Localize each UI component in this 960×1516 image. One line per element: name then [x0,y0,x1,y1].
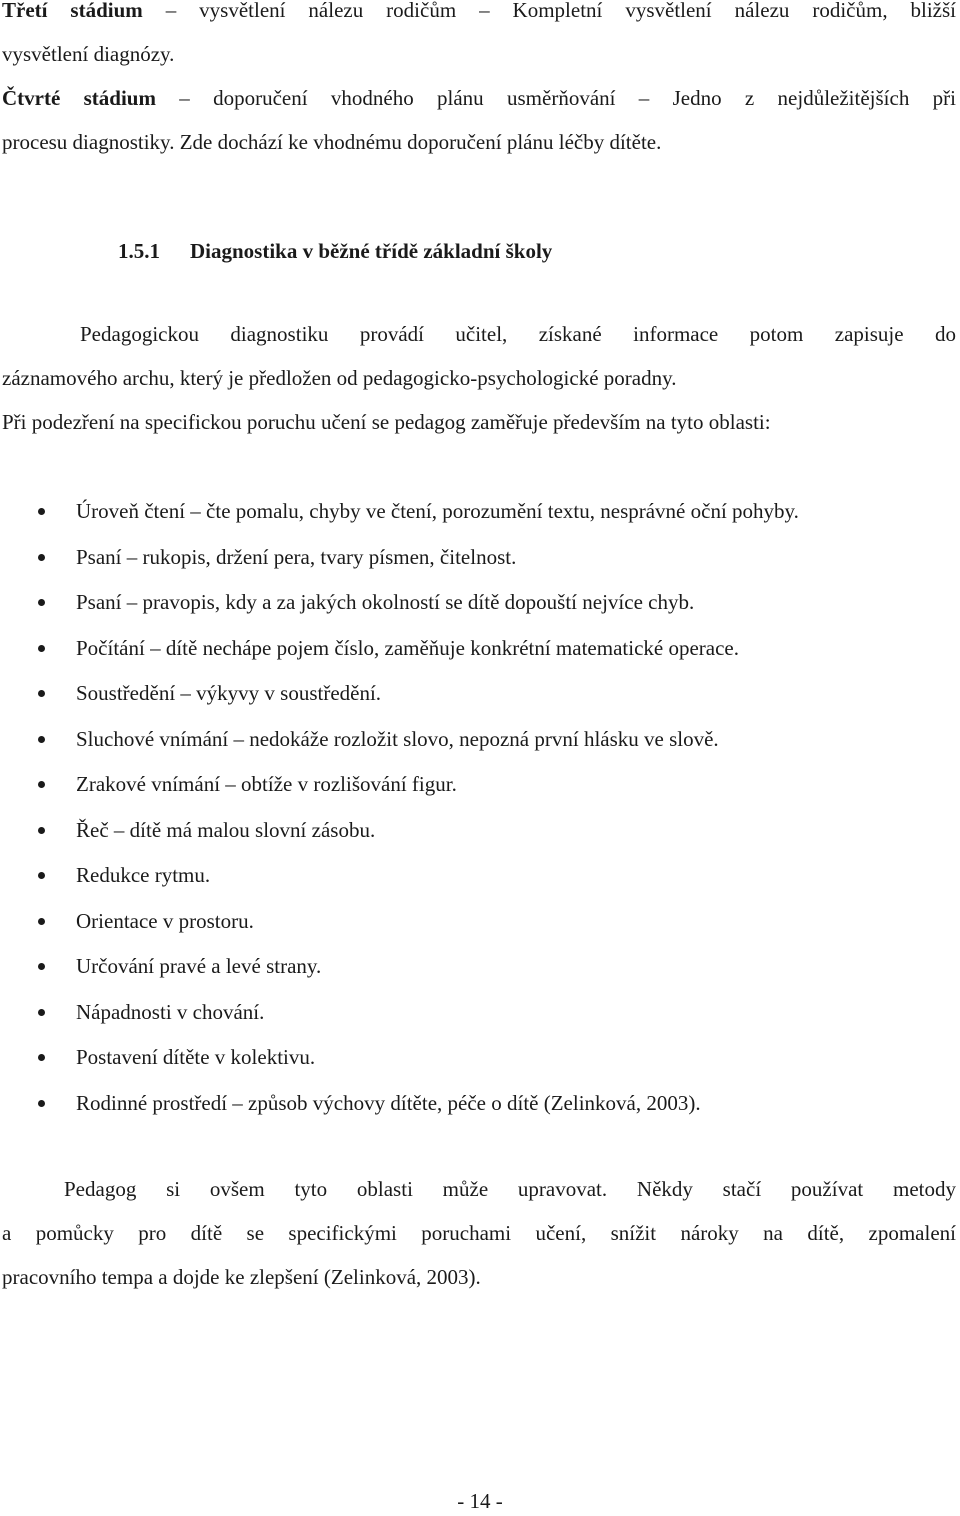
bullet-icon [38,918,45,925]
third-stage-line-2: vysvětlení diagnózy. [2,42,175,66]
bullet-icon [38,554,45,561]
list-item-text: Psaní – rukopis, držení pera, tvary písmen, čitelnost. [76,544,517,569]
list-item [0,899,960,945]
list-item [0,762,960,808]
areas-list [0,489,960,1126]
third-stage-description: – vysvětlení nálezu rodičům – Kompletní vysvětlení nálezu rodičům, bližší [142,0,957,22]
closing-line-2: a pomůcky pro dítě se specifickými poruchami učení, snížit nároky na dítě, zpomalení [2,1221,956,1245]
bullet-icon [38,872,45,879]
fourth-stage-line-1 [2,76,956,120]
list-item [0,853,960,899]
list-item-text: Rodinné prostředí – způsob výchovy dítěte, péče o dítě (Zelinková, 2003). [76,1090,701,1115]
list-item [0,1035,960,1081]
list-item-text: Sluchové vnímání – nedokáže rozložit slovo, nepozná první hlásku ve slově. [76,726,719,751]
bullet-icon [38,690,45,697]
closing-line-3: pracovního tempa a dojde ke zlepšení (Zelinková, 2003). [2,1265,481,1289]
list-item-text: Redukce rytmu. [76,863,211,887]
bullet-icon [38,1100,45,1107]
list-item-text: Soustředění – výkyvy v soustředění. [76,681,382,705]
fourth-stage-description: – doporučení vhodného plánu usměrňování – Jedno z nejdůležitějších při [155,86,956,110]
list-item-text: Zrakové vnímání – obtíže v rozlišování figur. [76,772,457,796]
list-item-text: Počítání – dítě nechápe pojem číslo, zaměňuje konkrétní matematické operace. [76,635,739,660]
list-item [0,1081,960,1127]
section-number: 1.5.1 [118,239,160,263]
intro-line-1: Pedagogickou diagnostiku provádí učitel, získané informace potom zapisuje do [80,322,956,346]
section-title: Diagnostika v běžné třídě základní školy [190,239,553,263]
third-stage-term: Třetí stádium [2,0,143,22]
bullet-icon [38,963,45,970]
closing-paragraph [2,1167,956,1299]
list-item-text: Řeč – dítě má malou slovní zásobu. [76,817,376,842]
list-item [0,808,960,854]
bullet-icon [38,736,45,743]
list-item [0,990,960,1036]
list-item [0,489,960,535]
list-item-text: Určování pravé a levé strany. [76,954,322,978]
page-number: - 14 - [457,1489,503,1513]
bullet-icon [38,508,45,515]
intro-paragraph [2,312,956,444]
intro-line-3: Při podezření na specifickou poruchu učení se pedagog zaměřuje především na tyto oblasti: [2,410,771,434]
fourth-stage-term: Čtvrté stádium [2,86,156,110]
bullet-icon [38,1009,45,1016]
list-item-text: Postavení dítěte v kolektivu. [76,1045,316,1069]
bullet-icon [38,599,45,606]
list-item [0,671,960,717]
fourth-stage-paragraph [2,76,956,164]
bullet-icon [38,1054,45,1061]
list-item [0,580,960,626]
bullet-icon [38,827,45,834]
list-item-text: Nápadnosti v chování. [76,999,265,1024]
bullet-icon [38,781,45,788]
intro-line-2: záznamového archu, který je předložen od pedagogicko-psychologické poradny. [2,366,677,390]
list-item [0,717,960,763]
list-item-text: Orientace v prostoru. [76,908,254,933]
list-item [0,944,960,990]
third-stage-paragraph [2,0,956,76]
closing-line-1: Pedagog si ovšem tyto oblasti může upravovat. Někdy stačí používat metody [64,1177,956,1201]
list-item-text: Úroveň čtení – čte pomalu, chyby ve čtení, porozumění textu, nesprávné oční pohyby. [76,499,799,523]
third-stage-line-1 [2,0,956,32]
bullet-icon [38,645,45,652]
section-heading [118,232,552,270]
list-item-text: Psaní – pravopis, kdy a za jakých okolností se dítě dopouští nejvíce chyb. [76,590,695,614]
fourth-stage-line-2: procesu diagnostiky. Zde dochází ke vhodnému doporučení plánu léčby dítěte. [2,130,662,154]
list-item [0,626,960,672]
list-item [0,535,960,581]
